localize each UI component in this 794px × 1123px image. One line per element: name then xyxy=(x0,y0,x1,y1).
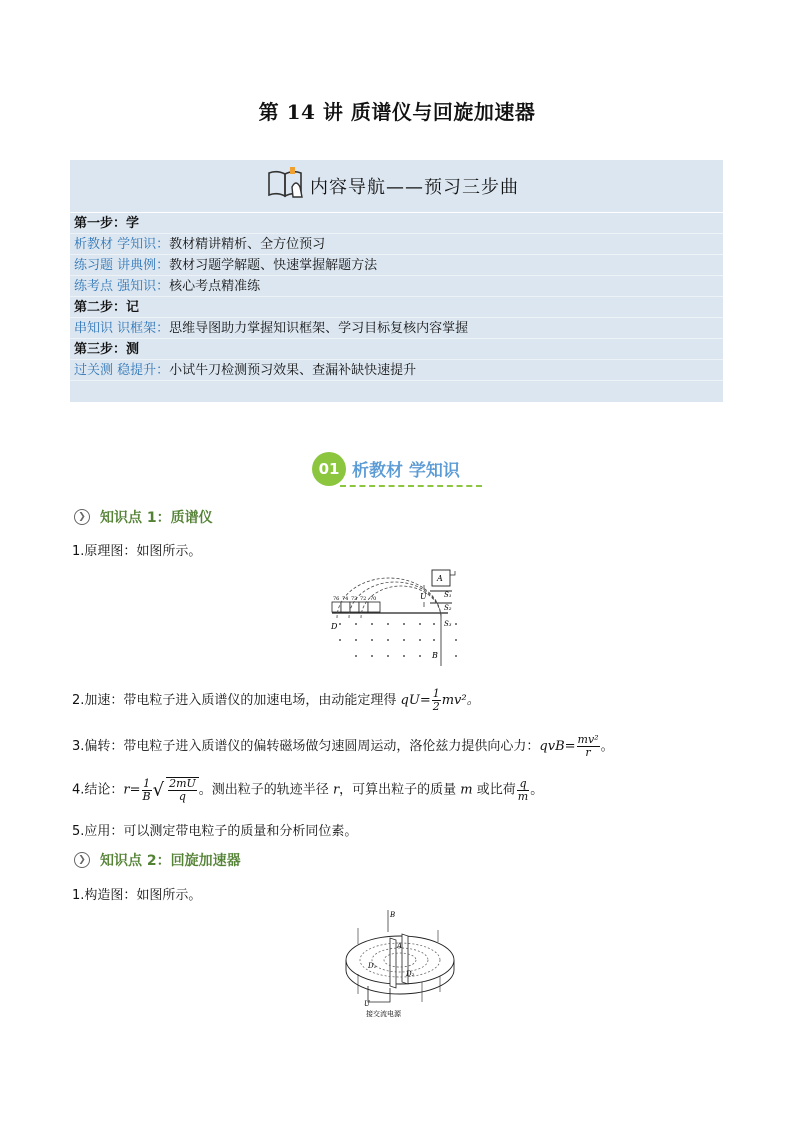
knowledge-point-2-heading: ❯ 知识点 2：回旋加速器 xyxy=(74,850,241,870)
label-U: U xyxy=(364,1000,370,1008)
label-A: A xyxy=(437,574,443,583)
label-S3: S₃ xyxy=(444,620,452,628)
nav-step-2: 第二步：记 xyxy=(70,298,723,318)
nav-step-3: 第三步：测 xyxy=(70,340,723,360)
nav-item-lian-xiti: 练习题 讲典例：教材习题学解题、快速掌握解题方法 xyxy=(70,256,723,276)
scale-label-72: 72 xyxy=(360,596,367,602)
scale-label-74: 74 xyxy=(342,596,349,602)
navigation-box xyxy=(70,160,723,402)
book-icon xyxy=(266,165,306,207)
cyclotron-caption: 接交流电源 xyxy=(366,1010,401,1018)
label-S2: S₂ xyxy=(444,604,452,612)
section-number-badge: 01 xyxy=(312,452,346,486)
cyclotron-diagram xyxy=(338,908,462,1020)
kp2-paragraph-1: 1.构造图：如图所示。 xyxy=(72,888,202,903)
nav-item-lian-kaodian: 练考点 强知识：核心考点精准练 xyxy=(70,277,723,297)
chevron-right-icon: ❯ xyxy=(74,509,90,525)
nav-item-xi-jiaocai: 析教材 学知识：教材精讲精析、全方位预习 xyxy=(70,235,723,255)
page-title: 第 14 讲 质谱仪与回旋加速器 xyxy=(258,100,536,124)
nav-step-1: 第一步：学 xyxy=(70,214,723,234)
kp1-paragraph-1: 1.原理图：如图所示。 xyxy=(72,544,202,559)
scale-label-70: 70 xyxy=(370,596,377,602)
section-title: 析教材 学知识 xyxy=(352,461,460,481)
nav-item-guoguan-ce: 过关测 稳提升：小试牛刀检测预习效果、查漏补缺快速提升 xyxy=(70,361,723,381)
label-B: B xyxy=(390,911,396,919)
kp1-paragraph-3: 3.偏转：带电粒子进入质谱仪的偏转磁场做匀速圆周运动，洛伦兹力提供向心力：qvB= $\frac{\text{mv²}}{r}$ 。 xyxy=(72,733,614,759)
label-D1: D₁ xyxy=(368,962,377,970)
knowledge-point-1-heading: ❯ 知识点 1：质谱仪 xyxy=(74,507,213,527)
label-D: D xyxy=(331,622,338,631)
label-S1: S₁ xyxy=(444,591,452,599)
label-A: A xyxy=(397,942,403,950)
label-B: B xyxy=(432,651,438,660)
label-D2: D₂ xyxy=(406,970,415,978)
section-underline xyxy=(340,485,482,487)
mass-spectrometer-diagram xyxy=(326,566,466,668)
scale-label-76: 76 xyxy=(333,596,340,602)
kp1-paragraph-4: 4.结论：r= $\frac{1}{B}$ √ $\frac{2mU}{q}$ 。测出粒子的轨迹半径 r，可算出粒子的质量 m 或比荷 $\frac{q}{m}$ 。 xyxy=(72,776,544,803)
nav-item-chuan-zhishi: 串知识 识框架：思维导图助力掌握知识框架、学习目标复核内容掌握 xyxy=(70,319,723,339)
label-U: U xyxy=(420,592,427,601)
kp1-paragraph-5: 5.应用：可以测定带电粒子的质量和分析同位素。 xyxy=(72,824,358,839)
navigation-header xyxy=(70,160,723,213)
chevron-right-icon: ❯ xyxy=(74,852,90,868)
scale-label-73: 73 xyxy=(351,596,358,602)
navigation-header-text: 内容导航——预习三步曲 xyxy=(310,177,519,198)
kp1-paragraph-2: 2.加速：带电粒子进入质谱仪的加速电场，由动能定理得 qU= $\frac{1}{2}$ mv²。 xyxy=(72,687,480,713)
